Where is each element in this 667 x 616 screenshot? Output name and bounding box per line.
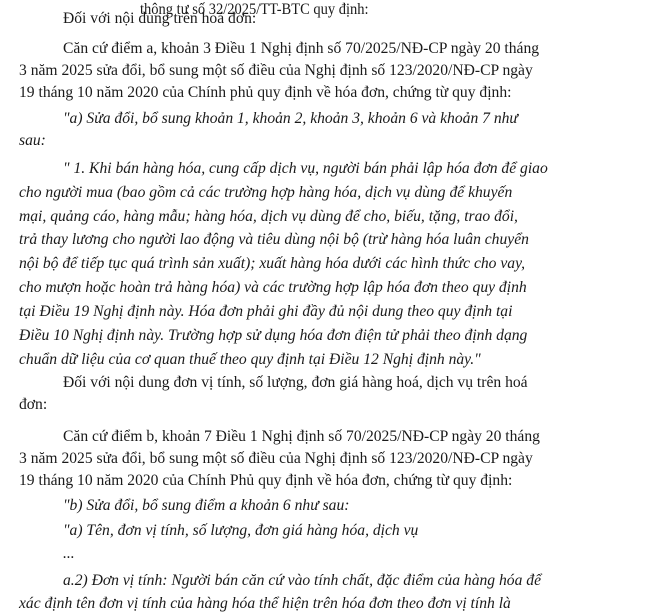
quote-1-line-4: trả thay lương cho người lao động và tiêu dùng nội bộ (trừ hàng hóa luân chuyển [19, 231, 529, 248]
quote-b-line: "b) Sửa đổi, bổ sung điểm a khoản 6 như sau: [63, 497, 350, 514]
quote-a2-line-1: a.2) Đơn vị tính: Người bán căn cứ vào tính chất, đặc điểm của hàng hóa để [63, 572, 541, 589]
quote-a-line-1: "a) Sửa đổi, bổ sung khoản 1, khoản 2, khoản 3, khoản 6 và khoản 7 như [63, 110, 518, 127]
cutoff-line: thông tư số 32/2025/TT-BTC quy định: [140, 1, 369, 18]
quote-1-line-6: cho mượn hoặc hoàn trả hàng hóa) và các trường hợp lập hóa đơn theo quy định [19, 279, 527, 296]
quote-a2-line-2: xác định tên đơn vị tính của hàng hóa thể hiện trên hóa đơn theo đơn vị tính là [19, 595, 511, 612]
quote-1-line-8: Điều 10 Nghị định này. Trường hợp sử dụng hóa đơn điện tử phải theo định dạng [19, 327, 528, 344]
legal-basis-2-line-3: 19 tháng 10 năm 2020 của Chính Phủ quy định về hóa đơn, chứng từ quy định: [19, 472, 513, 489]
quote-1-line-9: chuẩn dữ liệu của cơ quan thuế theo quy định tại Điều 12 Nghị định này." [19, 351, 481, 368]
quote-1-line-3: mại, quảng cáo, hàng mẫu; hàng hóa, dịch vụ dùng để cho, biếu, tặng, trao đổi, [19, 208, 518, 225]
quote-1-line-7: tại Điều 19 Nghị định này. Hóa đơn phải ghi đầy đủ nội dung theo quy định tại [19, 303, 513, 320]
quote-1-line-1: " 1. Khi bán hàng hóa, cung cấp dịch vụ, người bán phải lập hóa đơn để giao [63, 160, 548, 177]
legal-basis-2-line-1: Căn cứ điểm b, khoản 7 Điều 1 Nghị định số 70/2025/NĐ-CP ngày 20 tháng [63, 428, 540, 445]
legal-basis-1-line-1: Căn cứ điểm a, khoản 3 Điều 1 Nghị định số 70/2025/NĐ-CP ngày 20 tháng [63, 40, 540, 57]
quote-a-line-2: sau: [19, 132, 46, 149]
quote-1-line-2: cho người mua (bao gồm cả các trường hợp hàng hóa, dịch vụ dùng để khuyến [19, 184, 513, 201]
legal-basis-1-line-3: 19 tháng 10 năm 2020 của Chính phủ quy định về hóa đơn, chứng từ quy định: [19, 84, 512, 101]
quote-a-name-line: "a) Tên, đơn vị tính, số lượng, đơn giá hàng hóa, dịch vụ [63, 522, 419, 539]
legal-basis-1-line-2: 3 năm 2025 sửa đổi, bổ sung một số điều của Nghị định số 123/2020/NĐ-CP ngày [19, 62, 533, 79]
legal-basis-2-line-2: 3 năm 2025 sửa đổi, bổ sung một số điều của Nghị định số 123/2020/NĐ-CP ngày [19, 450, 533, 467]
heading-unit-quantity-line-1: Đối với nội dung đơn vị tính, số lượng, đơn giá hàng hoá, dịch vụ trên hoá [63, 374, 528, 391]
heading-invoice-content: Đối với nội dung trên hoá đơn: [63, 10, 257, 27]
quote-1-line-5: nội bộ để tiếp tục quá trình sản xuất); xuất hàng hóa dưới các hình thức cho vay, [19, 255, 526, 272]
heading-unit-quantity-line-2: đơn: [19, 396, 48, 413]
ellipsis-line: ... [63, 545, 75, 562]
